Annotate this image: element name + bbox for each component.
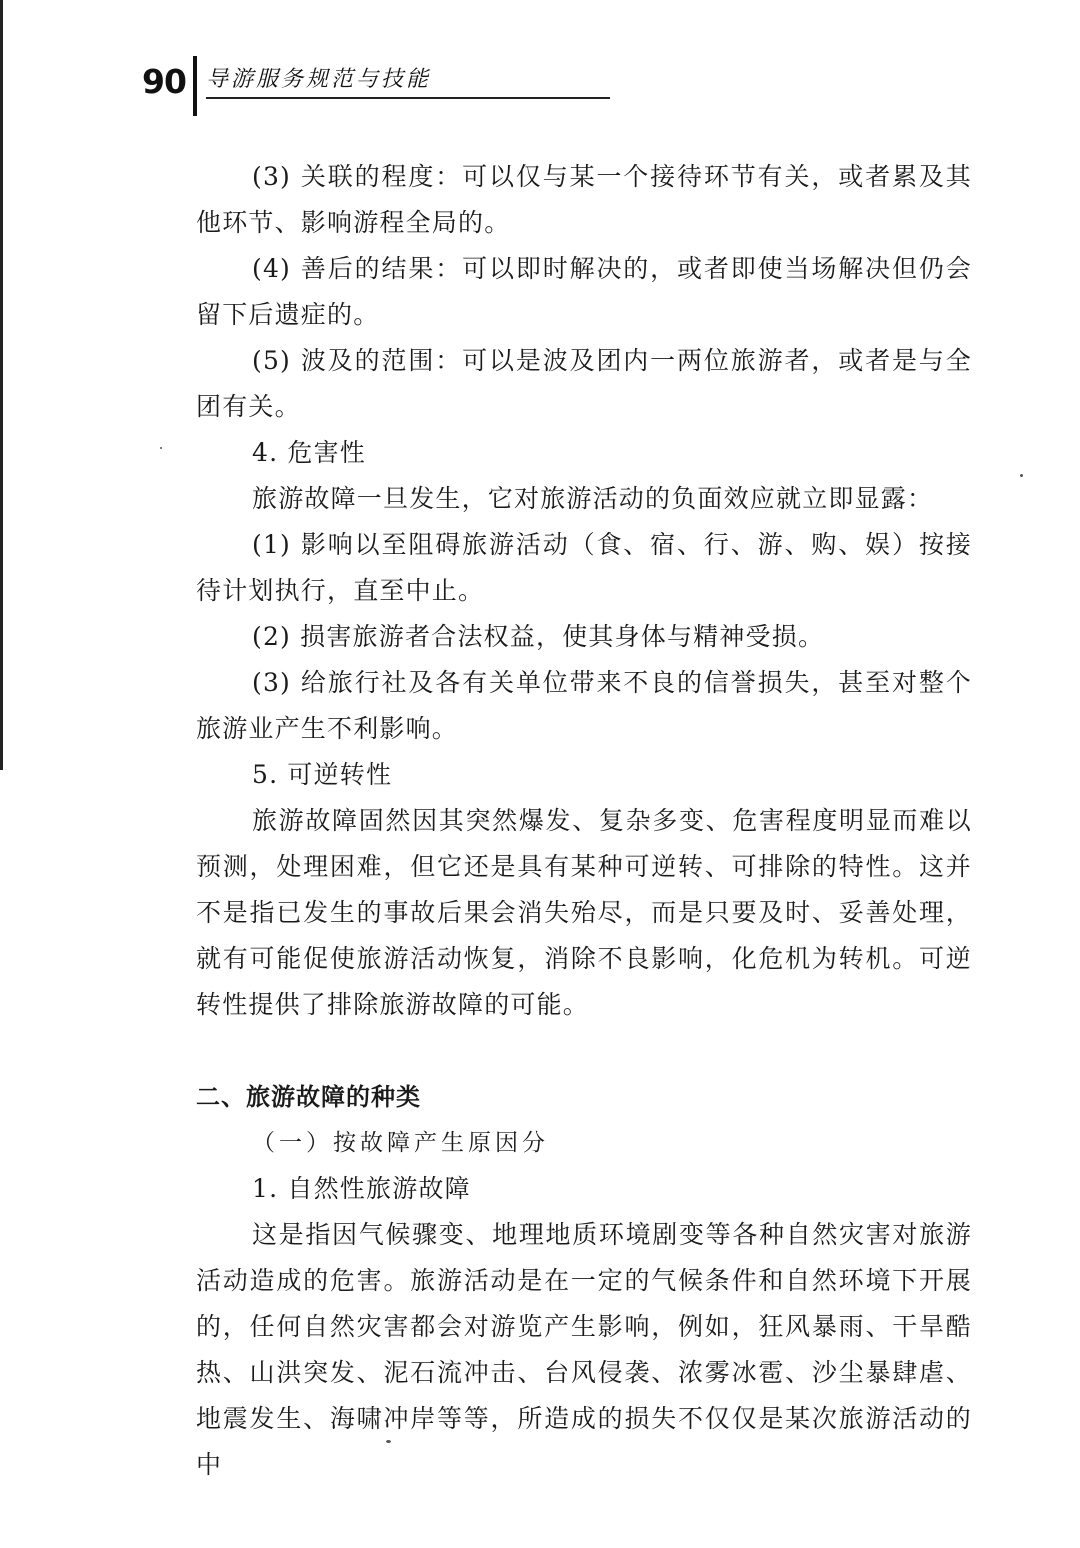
paragraph-relevance: (3) 关联的程度：可以仅与某一个接待环节有关，或者累及其他环节、影响游程全局的。 [196, 162, 972, 237]
paragraph-aftermath: (4) 善后的结果：可以即时解决的，或者即使当场解决但仍会留下后遗症的。 [196, 254, 972, 329]
subsection-title-reversibility: 5. 可逆转性 [252, 760, 393, 789]
paragraph-scope: (5) 波及的范围：可以是波及团内一两位旅游者，或者是与全团有关。 [196, 346, 972, 421]
header-divider-bar [193, 56, 197, 116]
paragraph-harm-1: (1) 影响以至阻碍旅游活动（食、宿、行、游、购、娱）按接待计划执行，直至中止。 [196, 530, 972, 605]
page-body [196, 154, 972, 1488]
scan-speck [386, 1440, 391, 1443]
section-subheading: （一）按故障产生原因分 [252, 1130, 549, 1156]
paragraph-reversibility: 旅游故障固然因其突然爆发、复杂多变、危害程度明显而难以预测，处理困难，但它还是具有某种可逆转、可排除的特性。这并不是指已发生的事故后果会消失殆尽，而是只要及时、妥善处理，就有可能促使旅游活动恢复，消除不良影响，化危机为转机。可逆转性提供了排除旅游故障的可能。 [196, 806, 972, 1019]
page-edge-shadow [0, 0, 3, 770]
section-gap [196, 1028, 972, 1074]
running-header-title: 导游服务规范与技能 [206, 67, 432, 92]
section-heading: 二、旅游故障的种类 [196, 1083, 421, 1111]
paragraph-harm-intro: 旅游故障一旦发生，它对旅游活动的负面效应就立即显露： [252, 484, 934, 513]
scan-speck [1020, 474, 1023, 477]
paragraph-harm-3: (3) 给旅行社及各有关单位带来不良的信誉损失，甚至对整个旅游业产生不利影响。 [196, 668, 972, 743]
scan-speck [160, 447, 162, 449]
header-rule [206, 97, 610, 99]
paragraph-harm-2: (2) 损害旅游者合法权益，使其身体与精神受损。 [252, 622, 825, 651]
paragraph-natural: 这是指因气候骤变、地理地质环境剧变等各种自然灾害对旅游活动造成的危害。旅游活动是在一定的气候条件和自然环境下开展的，任何自然灾害都会对游览产生影响，例如，狂风暴雨、干旱酷热、山洪突发、泥石流冲击、台风侵袭、浓雾冰雹、沙尘暴肆虐、地震发生、海啸冲岸等等，所造成的损失不仅仅是某次旅游活动的中 [196, 1220, 972, 1479]
page-number: 90 [142, 62, 186, 101]
item-title-natural: 1. 自然性旅游故障 [252, 1174, 471, 1203]
subsection-title-harmfulness: 4. 危害性 [252, 438, 366, 467]
